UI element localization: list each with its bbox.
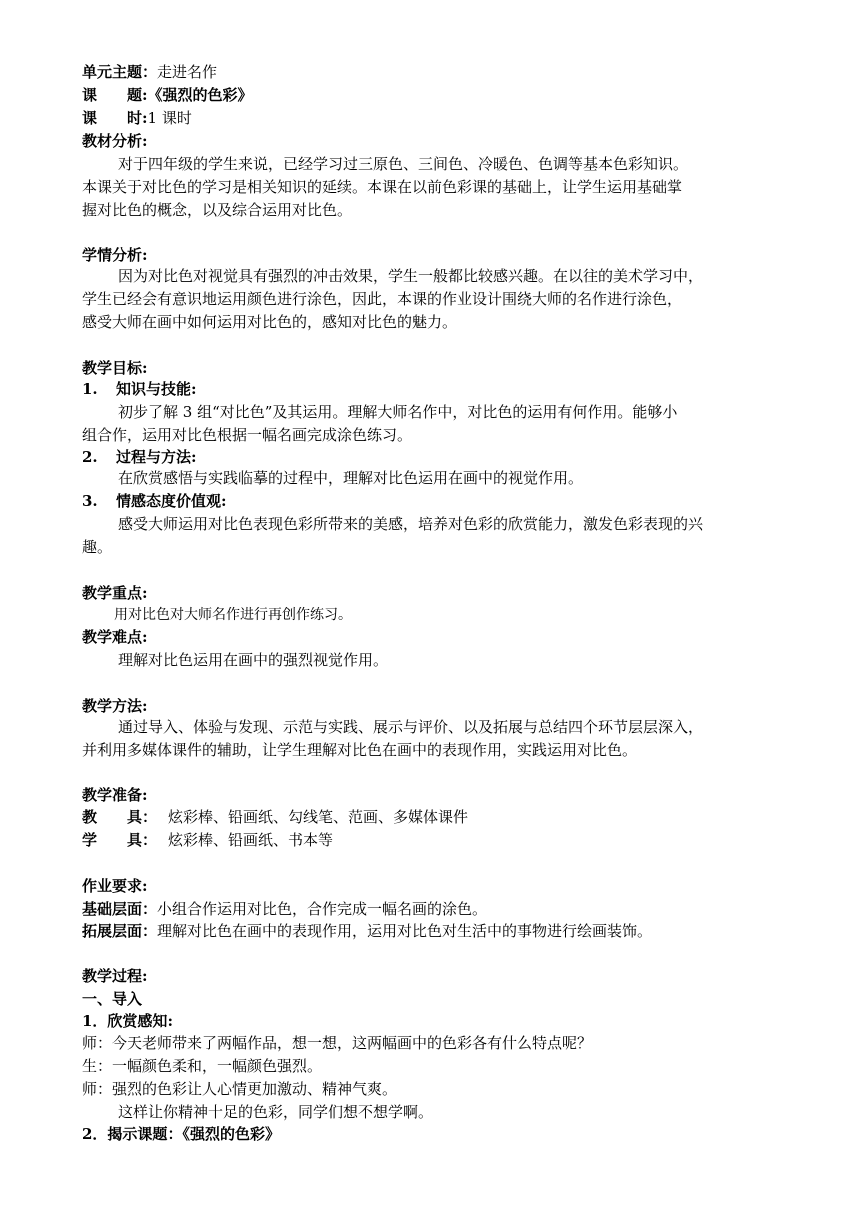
dialogue-line: 生：一幅颜色柔和，一幅颜色强烈。	[82, 1057, 323, 1075]
method-heading: 教学方法:	[82, 697, 148, 715]
students-heading: 学情分析:	[82, 246, 148, 264]
homework-basic-value: 小组合作运用对比色，合作完成一幅名画的涂色。	[157, 900, 488, 918]
topic-line	[82, 84, 253, 106]
dialogue-line: 师：今天老师带来了两幅作品，想一想，这两幅画中的色彩各有什么特点呢？	[82, 1034, 593, 1052]
prep-student-label: 学 具：	[82, 831, 158, 849]
goal-2-text-line: 在欣赏感悟与实践临摹的过程中，理解对比色运用在画中的视觉作用。	[118, 469, 584, 487]
method-paragraph-line: 通过导入、体验与发现、示范与实践、展示与评价、以及拓展与总结四个环节层层深入，	[118, 718, 704, 736]
goal-1-heading	[82, 378, 197, 400]
prep-teacher-line	[82, 806, 468, 828]
goal-3-heading	[82, 490, 227, 512]
prep-teacher-value: 炫彩棒、铅画纸、勾线笔、范画、多媒体课件	[168, 808, 469, 826]
goal-2-heading	[82, 446, 197, 468]
analysis-paragraph-line: 本课关于对比色的学习是相关知识的延续。本课在以前色彩课的基础上，让学生运用基础掌	[82, 178, 683, 196]
students-paragraph-line: 学生已经会有意识地运用颜色进行涂色，因此，本课的作业设计围绕大师的名作进行涂色，	[82, 290, 683, 308]
unit-theme-line	[82, 61, 217, 83]
goal-3-title: 情感态度价值观:	[116, 492, 227, 510]
unit-theme-label: 单元主题：	[82, 63, 158, 81]
goal-2-number: 2.	[82, 448, 98, 466]
dialogue-line: 师：强烈的色彩让人心情更加激动、精神气爽。	[82, 1080, 398, 1098]
goal-3-number: 3.	[82, 492, 98, 510]
difficulty-text: 理解对比色运用在画中的强烈视觉作用。	[118, 651, 389, 669]
homework-basic-line	[82, 898, 487, 920]
keypoint-text: 用对比色对大师名作进行再创作练习。	[114, 607, 352, 623]
prep-student-line	[82, 829, 333, 851]
unit-theme-value: 走进名作	[157, 63, 218, 81]
process-step-2: 2．揭示课题：《强烈的色彩》	[82, 1125, 280, 1143]
topic-label: 课 题:	[82, 86, 148, 104]
prep-teacher-label: 教 具：	[82, 808, 158, 826]
hours-label: 课 时:	[82, 109, 148, 127]
difficulty-heading: 教学难点:	[82, 628, 148, 646]
keypoint-heading: 教学重点:	[82, 584, 148, 602]
analysis-paragraph-line: 对于四年级的学生来说，已经学习过三原色、三间色、冷暖色、色调等基本色彩知识。	[118, 155, 689, 173]
students-paragraph-line: 感受大师在画中如何运用对比色的，感知对比色的魅力。	[82, 313, 458, 331]
goal-1-title: 知识与技能:	[116, 380, 197, 398]
process-part-1: 一、导入	[82, 990, 143, 1008]
analysis-heading: 教材分析:	[82, 132, 148, 150]
homework-extension-line	[82, 920, 652, 942]
goals-heading: 教学目标:	[82, 359, 148, 377]
prep-student-value: 炫彩棒、铅画纸、书本等	[168, 831, 334, 849]
goal-2-title: 过程与方法:	[116, 448, 197, 466]
process-heading: 教学过程:	[82, 967, 148, 985]
students-paragraph-line: 因为对比色对视觉具有强烈的冲击效果，学生一般都比较感兴趣。在以往的美术学习中，	[118, 267, 704, 285]
process-step-1: 1．欣赏感知:	[82, 1012, 173, 1030]
goal-3-text-line: 趣。	[82, 538, 113, 556]
hours-line	[82, 107, 192, 129]
dialogue-line: 这样让你精神十足的色彩，同学们想不想学啊。	[118, 1103, 434, 1121]
prep-heading: 教学准备:	[82, 786, 148, 804]
goal-3-text-line: 感受大师运用对比色表现色彩所带来的美感，培养对色彩的欣赏能力，激发色彩表现的兴	[118, 515, 704, 533]
analysis-paragraph-line: 握对比色的概念，以及综合运用对比色。	[82, 201, 353, 219]
topic-value: 《强烈的色彩》	[147, 86, 253, 104]
goal-1-text-line: 初步了解 3 组“对比色”及其运用。理解大师名作中，对比色的运用有何作用。能够小	[118, 403, 678, 421]
homework-basic-label: 基础层面：	[82, 900, 158, 918]
goal-1-text-line: 组合作，运用对比色根据一幅名画完成涂色练习。	[82, 426, 413, 444]
hours-value: 1 课时	[147, 109, 192, 127]
homework-heading: 作业要求:	[82, 877, 148, 895]
homework-extension-value: 理解对比色在画中的表现作用，运用对比色对生活中的事物进行绘画装饰。	[157, 922, 653, 940]
homework-extension-label: 拓展层面：	[82, 922, 158, 940]
method-paragraph-line: 并利用多媒体课件的辅助，让学生理解对比色在画中的表现作用，实践运用对比色。	[82, 741, 638, 759]
goal-1-number: 1.	[82, 380, 98, 398]
